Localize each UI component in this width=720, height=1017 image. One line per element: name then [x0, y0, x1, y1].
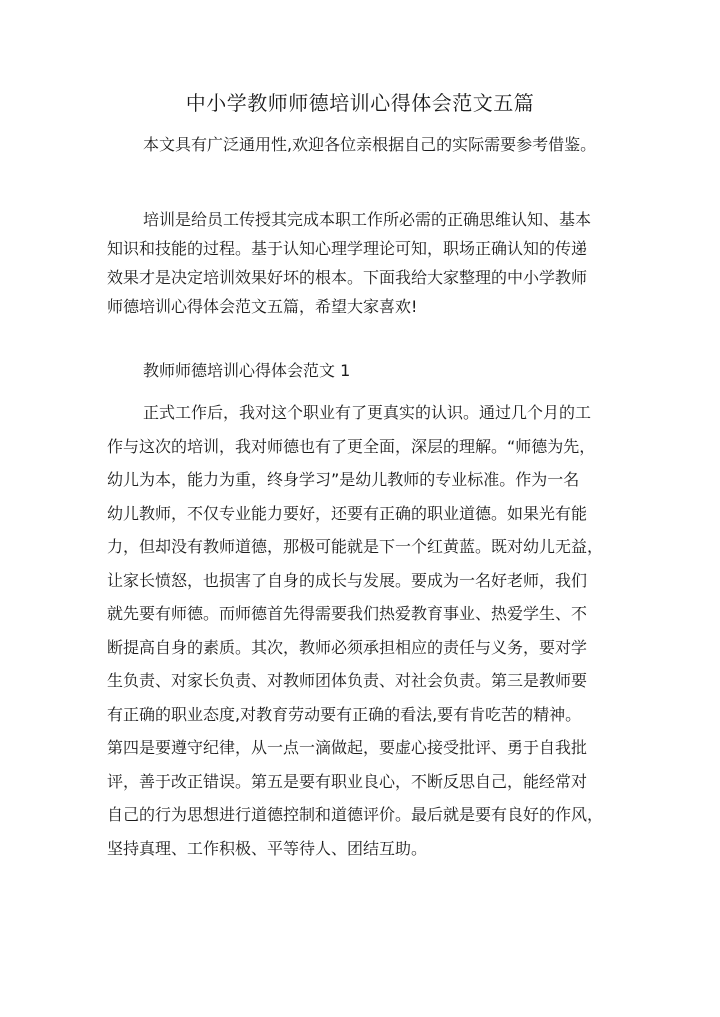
article-line: 评，善于改正错误。第五是要有职业良心，不断反思自己，能经常对 [107, 771, 588, 791]
article-line: 力，但却没有教师道德，那极可能就是下一个红黄蓝。既对幼儿无益， [107, 537, 604, 556]
article-line: 第四是要遵守纪律，从一点一滴做起，要虚心接受批评、勇于自我批 [107, 738, 588, 757]
intro-line: 师德培训心得体会范文五篇，希望大家喜欢! [107, 297, 418, 316]
intro-line: 知识和技能的过程。基于认知心理学理论可知，职场正确认知的传递 [107, 239, 588, 258]
article-line: 自己的行为思想进行道德控制和道德评价。最后就是要有良好的作风， [107, 805, 604, 824]
article-line: 正式工作后，我对这个职业有了更真实的认识。通过几个月的工 [143, 403, 592, 422]
document-subtitle: 本文具有广泛通用性,欢迎各位亲根据自己的实际需要参考借鉴。 [143, 135, 597, 154]
article-line: 幼儿教师，不仅专业能力要好，还要有正确的职业道德。如果光有能 [107, 503, 588, 523]
intro-line: 培训是给员工传授其完成本职工作所必需的正确思维认知、基本 [143, 210, 592, 229]
article-line: 作与这次的培训，我对师德也有了更全面，深层的理解。“师德为先， [107, 436, 596, 456]
intro-paragraph [107, 205, 612, 321]
article-line: 坚持真理、工作积极、平等待人、团结互助。 [107, 838, 428, 858]
article-line: 让家长愤怒，也损害了自身的成长与发展。要成为一名好老师，我们 [107, 570, 588, 590]
intro-line: 效果才是决定培训效果好坏的根本。下面我给大家整理的中小学教师 [107, 268, 588, 287]
article-line: 断提高自身的素质。其次，教师必须承担相应的责任与义务，要对学 [107, 637, 588, 657]
article-line: 生负责、对家长负责、对教师团体负责、对社会负责。第三是教师要 [107, 671, 588, 690]
article-paragraph [107, 396, 612, 865]
article-line: 就先要有师德。而师德首先得需要我们热爱教育事业、热爱学生、不 [107, 604, 588, 623]
article-line: 有正确的职业态度,对教育劳动要有正确的看法,要有肯吃苦的精神。 [107, 704, 582, 724]
document-title: 中小学教师师德培训心得体会范文五篇 [185, 91, 535, 115]
article-line: 幼儿为本，能力为重，终身学习”是幼儿教师的专业标准。作为一名 [107, 470, 580, 489]
section-heading: 教师师德培训心得体会范文 1 [143, 361, 351, 380]
